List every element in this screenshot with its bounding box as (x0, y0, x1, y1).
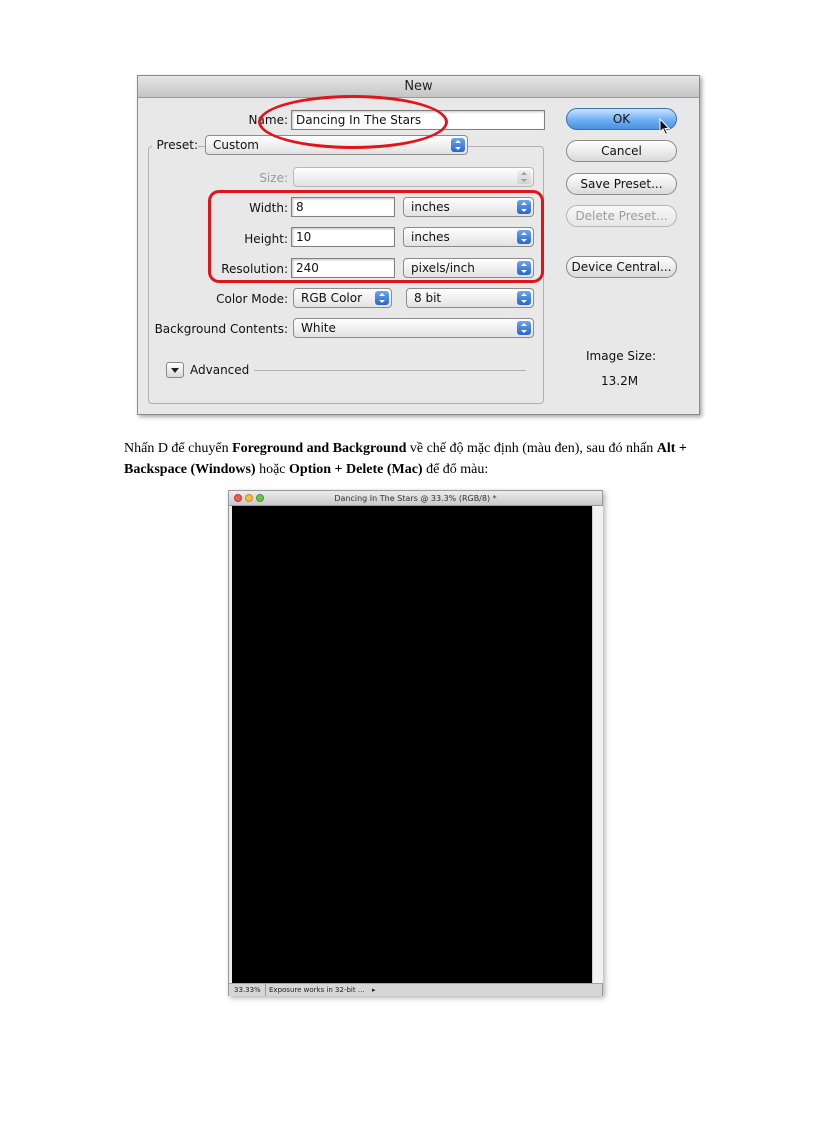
color-mode-label: Color Mode: (216, 292, 288, 306)
save-preset-button[interactable]: Save Preset... (566, 173, 677, 195)
height-label: Height: (244, 232, 288, 246)
height-unit-value: inches (411, 230, 450, 244)
advanced-label: Advanced (190, 363, 250, 377)
device-central-button[interactable]: Device Central... (566, 256, 677, 278)
name-label: Name: (248, 113, 288, 127)
text-run: để đổ màu: (422, 462, 489, 477)
resolution-unit-value: pixels/inch (411, 261, 475, 275)
select-arrows-icon (517, 321, 531, 335)
resolution-input[interactable]: 240 (291, 258, 395, 278)
bit-depth-select[interactable] (406, 288, 534, 308)
select-arrows-icon (517, 291, 531, 305)
width-input[interactable]: 8 (291, 197, 395, 217)
image-size-value: 13.2M (601, 374, 639, 388)
width-unit-value: inches (411, 200, 450, 214)
advanced-disclosure-triangle-icon[interactable] (166, 362, 184, 378)
background-contents-select[interactable] (293, 318, 534, 338)
black-canvas[interactable] (232, 506, 592, 983)
select-arrows-icon (375, 291, 389, 305)
dialog-title: New (138, 76, 699, 98)
document-window (228, 490, 603, 996)
status-arrow-icon[interactable]: ▸ (372, 986, 376, 994)
resolution-label: Resolution: (221, 262, 288, 276)
preset-select-value: Custom (213, 138, 259, 152)
size-label: Size: (259, 171, 288, 185)
preset-label: Preset: (152, 138, 198, 152)
background-contents-label: Background Contents: (154, 322, 288, 336)
new-document-dialog (137, 75, 700, 415)
text-run: về chế độ mặc định (màu đen), sau đó nhấn (406, 441, 657, 456)
ok-button[interactable]: OK (566, 108, 677, 130)
document-title: Dancing In The Stars @ 33.3% (RGB/8) * (229, 491, 602, 506)
name-input[interactable]: Dancing In The Stars (291, 110, 545, 130)
height-input[interactable]: 10 (291, 227, 395, 247)
close-window-icon[interactable] (234, 494, 242, 502)
select-arrows-icon (517, 170, 531, 184)
name-highlight-ellipse (258, 95, 448, 149)
minimize-window-icon[interactable] (245, 494, 253, 502)
background-contents-value: White (301, 321, 336, 335)
bold-mac-shortcut: Option + Delete (Mac) (289, 462, 423, 477)
image-size-label: Image Size: (586, 349, 657, 363)
color-mode-select[interactable] (293, 288, 392, 308)
select-arrows-icon (451, 138, 465, 152)
color-mode-value: RGB Color (301, 291, 363, 305)
bit-depth-value: 8 bit (414, 291, 442, 305)
zoom-window-icon[interactable] (256, 494, 264, 502)
dimensions-highlight-box (208, 190, 544, 283)
bold-windows-shortcut: Alt + Backspace (Windows) (124, 441, 687, 477)
mouse-cursor-icon (659, 118, 671, 136)
instruction-paragraph (124, 438, 714, 480)
text-run: hoặc (255, 462, 290, 477)
cancel-button[interactable]: Cancel (566, 140, 677, 162)
width-label: Width: (249, 201, 288, 215)
delete-preset-button: Delete Preset... (566, 205, 677, 227)
text-run: Nhấn D để chuyển (124, 441, 233, 456)
advanced-divider (254, 370, 526, 371)
zoom-level[interactable]: 33.33% (234, 986, 261, 994)
bold-foreground-background: Foreground and Background (232, 441, 407, 456)
vertical-scrollbar[interactable] (592, 506, 603, 983)
size-select (293, 167, 534, 187)
status-info[interactable]: Exposure works in 32-bit ... (265, 984, 365, 996)
status-bar (229, 983, 602, 996)
